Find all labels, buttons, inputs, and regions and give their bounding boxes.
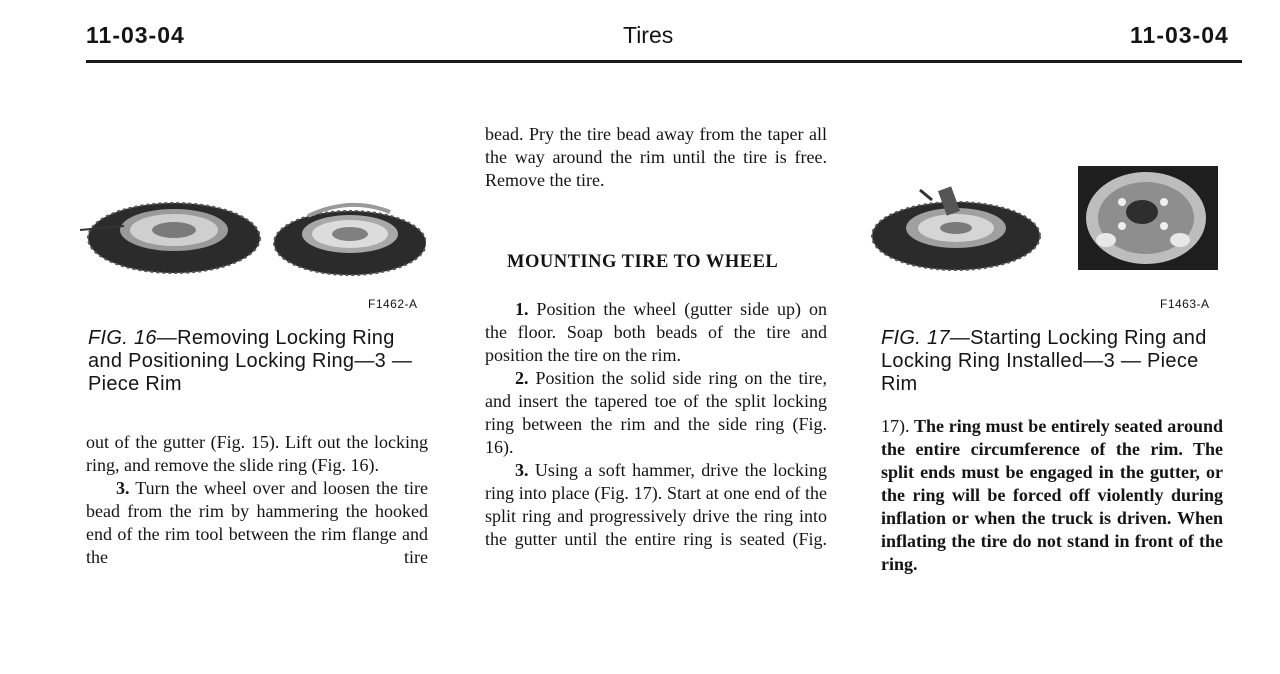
figure-caption [881,327,1226,396]
step-text: Position the solid side ring on the tire, and insert the tapered toe of the split locking ring between the rim and the side ring (Fig. 16). [485,368,827,457]
paragraph [86,477,428,569]
step-number: 1. [515,299,529,319]
tire-hammer-icon [872,186,1040,270]
figure-number: FIG. 17 [881,327,950,349]
tire-left-icon [80,203,260,273]
figure-16-photo [80,188,426,278]
figure-17-photo [870,166,1218,274]
step-number: 3. [515,460,529,480]
step-paragraph [485,459,827,551]
figure-caption [88,327,418,396]
continuation-text: 17). [881,416,910,436]
column-2-steps [485,298,827,551]
figure-code: F1463-A [1160,297,1210,311]
step-paragraph [485,367,827,459]
paragraph [881,415,1223,576]
paragraph: out of the gutter (Fig. 15). Lift out the locking ring, and remove the slide ring (Fig. 16). [86,432,428,475]
header-rule [86,60,1242,63]
page-number-right: 11-03-04 [1130,22,1229,48]
step-text: Turn the wheel over and loosen the tire bead from the rim by hammering the hooked end of the rim tool between the rim flange and the tire [86,478,428,567]
section-heading: MOUNTING TIRE TO WHEEL [507,252,779,272]
step-number: 2. [515,368,529,388]
step-text: Using a soft hammer, drive the locking ring into place (Fig. 17). Start at one end of the split ring and progressively drive the ring into the gutter until the entire ring is seated (Fig. [485,460,827,549]
column-3-text [881,415,1223,576]
paragraph: bead. Pry the tire bead away from the taper all the way around the rim until the tire is free. Remove the tire. [485,124,827,190]
warning-text: The ring must be entirely seated around the entire circumference of the rim. The split ends must be engaged in the gutter, or the ring will be forced off violently during inflation or when the truck is driven. When inflating the tire do not stand in front of the ring. [881,416,1223,574]
step-number: 3. [116,478,130,498]
column-2-intro [485,123,827,192]
page-number-left: 11-03-04 [86,22,185,48]
tire-right-icon [274,205,426,275]
column-1-text [86,431,428,569]
figure-number: FIG. 16 [88,327,157,349]
step-text: Position the wheel (gutter side up) on the floor. Soap both beads of the tire and position the tire on the rim. [485,299,827,365]
figure-caption-text: —Removing Locking Ring and Positioning Locking Ring—3 — Piece Rim [88,327,413,395]
section-title: Tires [623,22,674,48]
figure-code: F1462-A [368,297,418,311]
wheel-rim-icon [1078,166,1218,270]
step-paragraph [485,298,827,367]
figure-caption-text: —Starting Locking Ring and Locking Ring Installed—3 — Piece Rim [881,327,1207,395]
